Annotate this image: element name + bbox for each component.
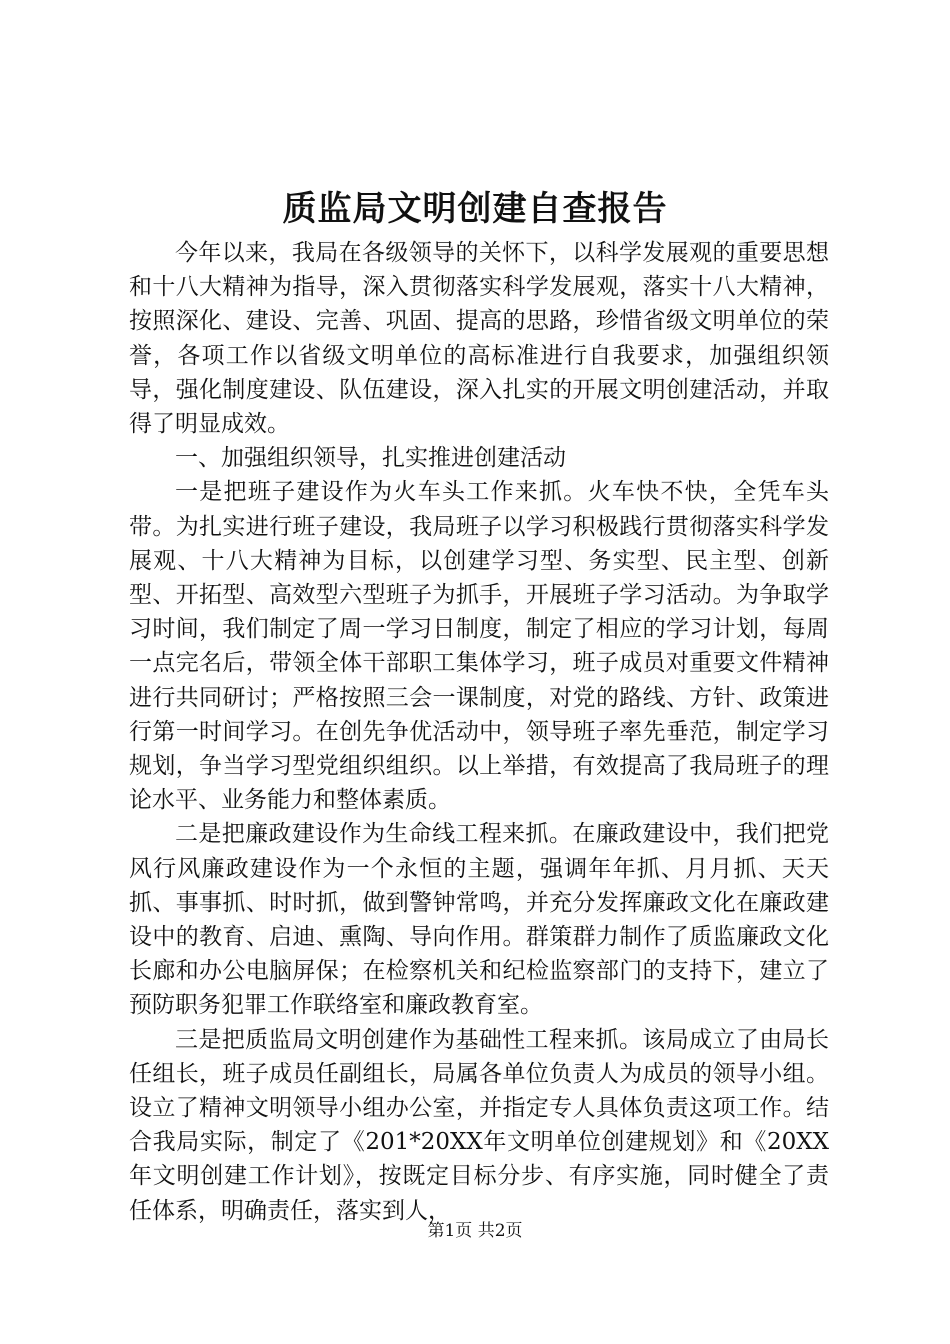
paragraph-integrity: 二是把廉政建设作为生命线工程来抓。在廉政建设中，我们把党风行风廉政建设作为一个永恒的主题，强调年年抓、月月抓、天天抓、事事抓、时时抓，做到警钟常鸣，并充分发挥廉政文化在廉政建设中的教育、启迪、熏陶、导向作用。群策群力制作了质监廉政文化长廊和办公电脑屏保；在检察机关和纪检监察部门的支持下，建立了预防职务犯罪工作联络室和廉政教育室。 [129, 821, 829, 1019]
paragraph-intro: 今年以来，我局在各级领导的关怀下，以科学发展观的重要思想和十八大精神为指导，深入贯彻落实科学发展观，落实十八大精神，按照深化、建设、完善、巩固、提高的思路，珍惜省级文明单位的荣誉，各项工作以省级文明单位的高标准进行自我要求，加强组织领导，强化制度建设、队伍建设，深入扎实的开展文明创建活动，并取得了明显成效。 [129, 240, 829, 438]
document-body [129, 236, 829, 1228]
page-footer: 第1页 共2页 [427, 1221, 523, 1241]
document-title: 质监局文明创建自查报告 [282, 189, 668, 229]
section-heading: 一、加强组织领导，扎实推进创建活动 [175, 445, 566, 472]
paragraph-team-building: 一是把班子建设作为火车头工作来抓。火车快不快，全凭车头带。为扎实进行班子建设，我局班子以学习积极践行贯彻落实科学发展观、十八大精神为目标，以创建学习型、务实型、民主型、创新型、开拓型、高效型六型班子为抓手，开展班子学习活动。为争取学习时间，我们制定了周一学习日制度，制定了相应的学习计划，每周一点完名后，带领全体干部职工集体学习，班子成员对重要文件精神进行共同研讨；严格按照三会一课制度，对党的路线、方针、政策进行第一时间学习。在创先争优活动中，领导班子率先垂范，制定学习规划，争当学习型党组织组织。以上举措，有效提高了我局班子的理论水平、业务能力和整体素质。 [129, 479, 829, 814]
paragraph-civilization: 三是把质监局文明创建作为基础性工程来抓。该局成立了由局长任组长，班子成员任副组长，局属各单位负责人为成员的领导小组。设立了精神文明领导小组办公室，并指定专人具体负责这项工作。结合我局实际，制定了《201*20XX年文明单位创建规划》和《20XX年文明创建工作计划》，按既定目标分步、有序实施，同时健全了责任体系，明确责任，落实到人， [129, 1026, 829, 1224]
